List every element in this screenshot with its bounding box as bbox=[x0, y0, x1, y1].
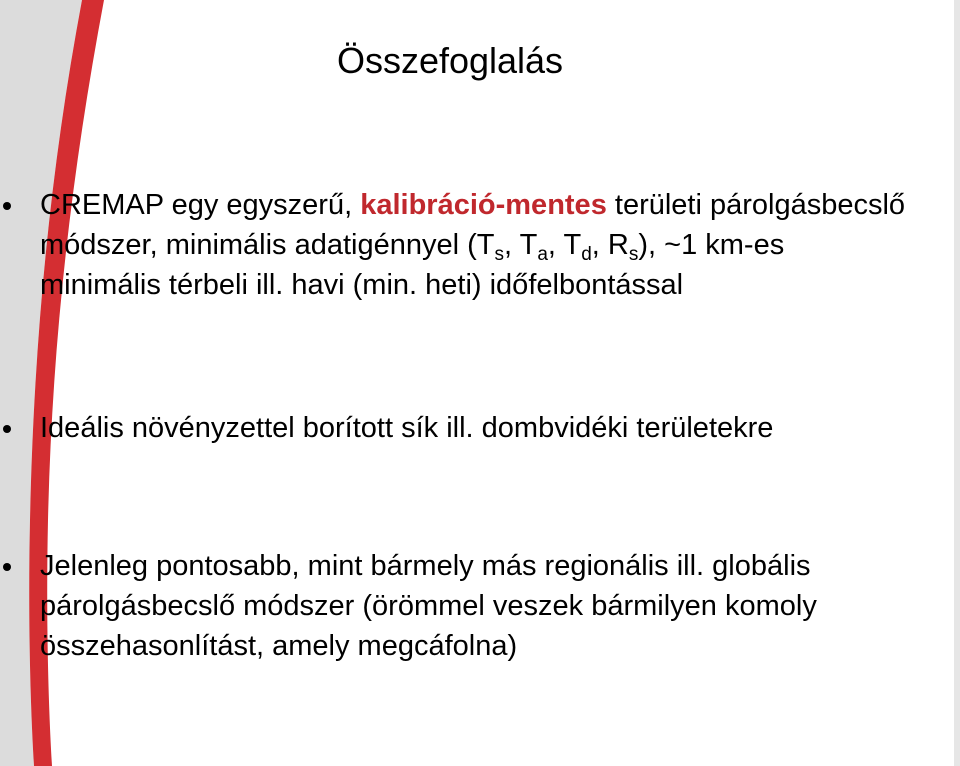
bullet-item-ideal-areas bbox=[40, 408, 910, 448]
bullet-text: ), ~1 km-es minimális térbeli ill. havi (min. heti) időfelbontással bbox=[40, 229, 785, 301]
bullet-highlight: kalibráció-mentes bbox=[360, 189, 607, 221]
bullet-text: CREMAP egy egyszerű, bbox=[40, 189, 361, 221]
bullet-dot bbox=[3, 563, 11, 571]
subscript: a bbox=[537, 244, 548, 265]
bullet-text: területi párolgásbecslő módszer, minimális adatigénnyel (T bbox=[40, 189, 906, 261]
bullet-text: , T bbox=[504, 229, 538, 261]
bullet-text: Jelenleg pontosabb, mint bármely más regionális ill. globális párolgásbecslő módszer (örömmel veszek bármilyen komoly összehasonlítást, amely megcáfolna) bbox=[40, 550, 817, 662]
bullet-dot bbox=[3, 202, 11, 210]
bullet-item-cremap bbox=[40, 185, 910, 305]
bullet-dot bbox=[3, 425, 11, 433]
bullet-text: , T bbox=[547, 229, 582, 261]
subscript: d bbox=[581, 244, 592, 265]
subscript: s bbox=[628, 244, 639, 265]
bullet-text: , R bbox=[591, 229, 629, 261]
subscript: s bbox=[494, 244, 505, 265]
bullet-text: Ideális növényzettel borított sík ill. dombvidéki területekre bbox=[40, 412, 774, 444]
bullet-item-accuracy bbox=[40, 546, 910, 666]
page-title: Összefoglalás bbox=[336, 40, 564, 81]
